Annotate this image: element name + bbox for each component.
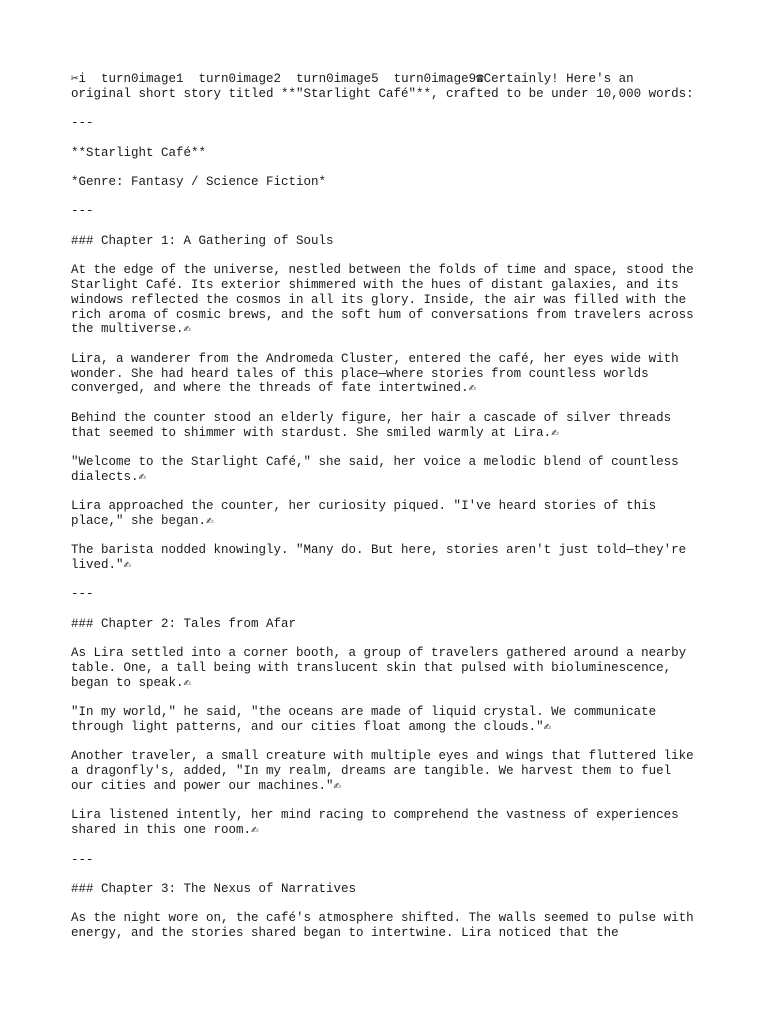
paragraph: As the night wore on, the café's atmosphere shifted. The walls seemed to pulse with energy, and the stories shared began to intertwine. Lira noticed that the — [71, 911, 694, 941]
paragraph: Another traveler, a small creature with multiple eyes and wings that fluttered like a dragonfly's, added, "In my realm, dreams are tangible. We harvest them to fuel our cities and power our machines."✍ — [71, 749, 694, 793]
story-title: **Starlight Café** — [71, 145, 207, 160]
paragraph: At the edge of the universe, nestled between the folds of time and space, stood the Starlight Café. Its exterior shimmered with the hues of distant galaxies, and its windows reflected the cosmos in all its glory. Inside, the air was filled with the rich aroma of cosmic brews, and the soft hum of conversations from travelers across the multiverse.✍ — [71, 263, 694, 337]
intro-paragraph: ✂i turn0image1 turn0image2 turn0image5 turn0image9☎Certainly! Here's an original short story titled **"Starlight Café"**, crafted to be under 10,000 words: — [71, 72, 694, 101]
paragraph: "Welcome to the Starlight Café," she said, her voice a melodic blend of countless dialects.✍ — [71, 454, 679, 484]
paragraph: Lira approached the counter, her curiosity piqued. "I've heard stories of this place," she began.✍ — [71, 499, 657, 528]
paragraph: The barista nodded knowingly. "Many do. But here, stories aren't just told—they're lived."✍ — [71, 543, 687, 573]
paragraph: Behind the counter stood an elderly figure, her hair a cascade of silver threads that seemed to shimmer with stardust. She smiled warmly at Lira.✍ — [71, 410, 672, 440]
paragraph: "In my world," he said, "the oceans are made of liquid crystal. We communicate through light patterns, and our cities float among the clouds."✍ — [71, 705, 657, 735]
paragraph: Lira, a wanderer from the Andromeda Cluster, entered the café, her eyes wide with wonder. She had heard tales of this place—where stories from countless worlds converged, and where the threads of fate intertwined.✍ — [71, 351, 679, 396]
chapter-2-heading: ### Chapter 2: Tales from Afar — [71, 616, 297, 631]
separator: --- — [71, 204, 94, 219]
separator: --- — [71, 116, 94, 131]
genre-line: *Genre: Fantasy / Science Fiction* — [71, 174, 327, 189]
separator: --- — [71, 587, 94, 602]
document-body — [71, 72, 711, 956]
chapter-1-heading: ### Chapter 1: A Gathering of Souls — [71, 233, 334, 248]
paragraph: As Lira settled into a corner booth, a group of travelers gathered around a nearby table. One, a tall being with translucent skin that pulsed with bioluminescence, began to speak.✍ — [71, 646, 687, 690]
paragraph: Lira listened intently, her mind racing to comprehend the vastness of experiences shared in this one room.✍ — [71, 808, 679, 838]
separator: --- — [71, 852, 94, 867]
chapter-3-heading: ### Chapter 3: The Nexus of Narratives — [71, 881, 357, 896]
